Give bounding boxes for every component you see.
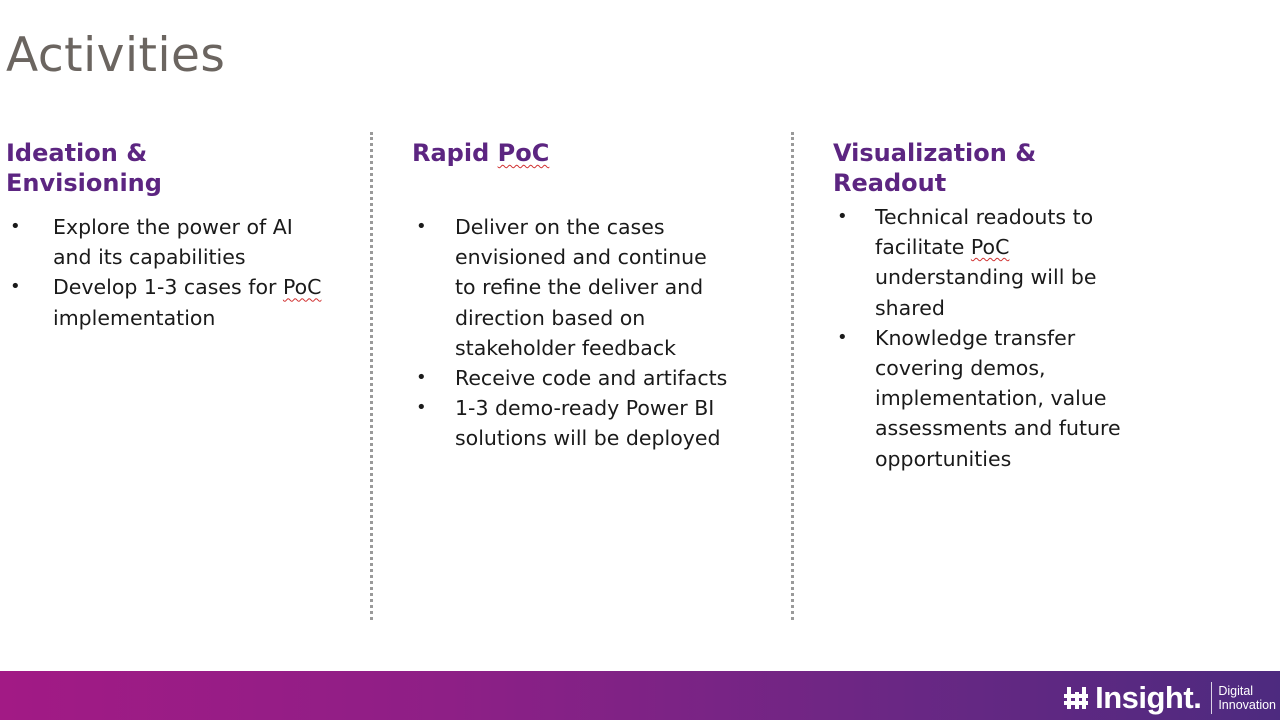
slide-title: Activities bbox=[6, 28, 226, 83]
footer-bar bbox=[0, 671, 1280, 720]
heading-line: Readout bbox=[833, 169, 947, 197]
bullet-item bbox=[412, 393, 782, 453]
insight-logo bbox=[1063, 681, 1276, 715]
bullet-marker: • bbox=[10, 216, 21, 237]
column-ideation bbox=[6, 138, 366, 333]
insight-mark-icon bbox=[1063, 685, 1089, 711]
bullet-line: assessments and future bbox=[875, 416, 1121, 441]
bullet-line: solutions will be deployed bbox=[455, 426, 721, 451]
bullet-item bbox=[6, 272, 366, 332]
bullet-line: Explore the power of AI bbox=[53, 215, 293, 239]
bullet-line bbox=[53, 272, 366, 302]
bullet-line: Receive code and artifacts bbox=[455, 366, 728, 391]
bullet-marker: • bbox=[416, 216, 427, 237]
column-visualization bbox=[833, 138, 1253, 474]
heading-line: Envisioning bbox=[6, 169, 162, 197]
bullet-item bbox=[412, 212, 782, 363]
column-heading bbox=[412, 138, 782, 168]
heading-line: Visualization & bbox=[833, 139, 1037, 167]
bullet-item bbox=[833, 202, 1253, 323]
brand-wordmark: Insight. bbox=[1095, 680, 1202, 715]
heading-line bbox=[412, 138, 782, 168]
spellcheck-word: PoC bbox=[497, 139, 550, 167]
bullet-marker: • bbox=[10, 276, 21, 298]
bullet-line: implementation bbox=[53, 305, 216, 330]
bullet-line: direction based on bbox=[455, 305, 646, 330]
bullet-line: implementation, value bbox=[875, 386, 1107, 411]
heading-prefix: Rapid bbox=[412, 139, 498, 167]
bullet-marker: • bbox=[416, 367, 427, 389]
column-heading bbox=[833, 138, 1253, 198]
bullet-list bbox=[412, 212, 782, 454]
bullet-item bbox=[412, 363, 782, 393]
spellcheck-word: PoC bbox=[970, 235, 1010, 260]
bullet-line: opportunities bbox=[875, 446, 1012, 471]
logo-subtitle-line: Digital bbox=[1218, 684, 1254, 698]
bullet-marker: • bbox=[837, 206, 848, 227]
bullet-line: 1-3 demo-ready Power BI bbox=[455, 396, 715, 421]
spellcheck-word: PoC bbox=[282, 275, 322, 300]
bullet-marker: • bbox=[837, 326, 848, 348]
bullet-list bbox=[833, 202, 1253, 474]
bullet-line: understanding will be bbox=[875, 265, 1097, 290]
bullet-line: and its capabilities bbox=[53, 245, 246, 270]
logo-separator bbox=[1211, 682, 1212, 714]
bullet-line: stakeholder feedback bbox=[455, 335, 677, 360]
bullet-line: shared bbox=[875, 295, 945, 320]
heading-line: Ideation & bbox=[6, 139, 148, 167]
logo-subtitle bbox=[1218, 684, 1276, 712]
bullet-marker: • bbox=[416, 397, 427, 419]
bullet-text-prefix: Develop 1-3 cases for bbox=[53, 275, 283, 300]
bullet-line: to refine the deliver and bbox=[455, 275, 704, 300]
bullet-line: Deliver on the cases bbox=[455, 215, 665, 239]
bullet-line bbox=[875, 232, 1253, 262]
bullet-line: covering demos, bbox=[875, 356, 1046, 381]
bullet-item bbox=[833, 323, 1253, 474]
column-divider bbox=[370, 132, 373, 620]
logo-subtitle-line: Innovation bbox=[1218, 698, 1276, 712]
bullet-line: envisioned and continue bbox=[455, 245, 707, 270]
bullet-item bbox=[6, 212, 366, 272]
column-divider bbox=[791, 132, 794, 620]
column-heading bbox=[6, 138, 366, 198]
bullet-list bbox=[6, 212, 366, 333]
bullet-line: Technical readouts to bbox=[875, 205, 1094, 229]
column-rapid-poc bbox=[412, 138, 782, 454]
bullet-line: Knowledge transfer bbox=[875, 325, 1076, 350]
bullet-text-prefix: facilitate bbox=[875, 235, 971, 260]
